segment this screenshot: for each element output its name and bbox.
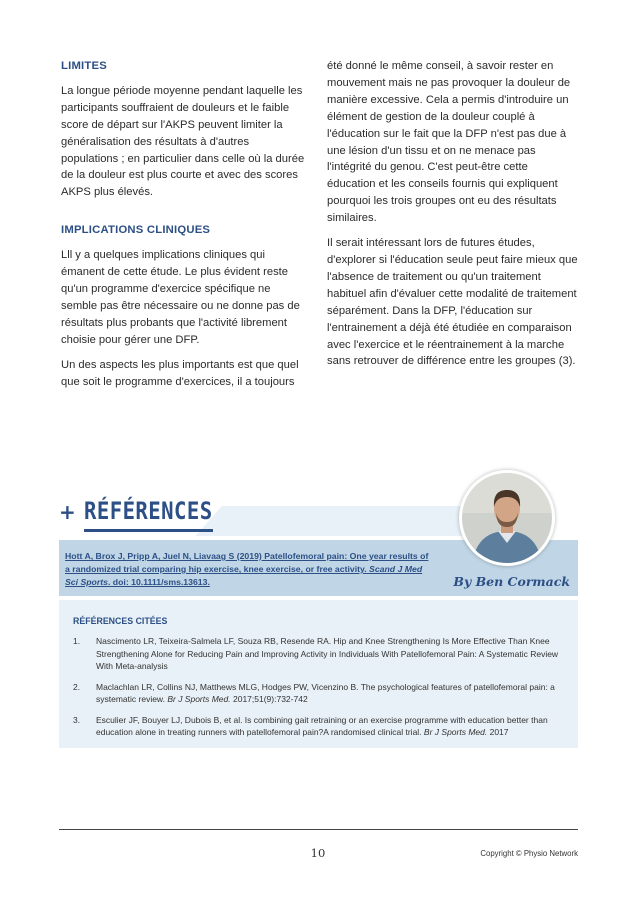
cited-authors-title: Nascimento LR, Teixeira-Salmela LF, Souza RB, Resende RA. Hip and Knee Strengthening Is More Effective Than Knee Strengthening Alone for Reducing Pain and Improving Activity in Individuals With Patellofemoral Pain: A Systematic Review With Meta-analysis <box>96 636 559 671</box>
cited-journal: Br J Sports Med. <box>423 727 488 737</box>
cited-text <box>96 681 564 706</box>
cited-references-list <box>73 635 564 739</box>
cited-journal: Br J Sports Med. <box>167 694 231 704</box>
author-photo-icon <box>462 473 552 563</box>
cited-volume: 2017 <box>487 727 509 737</box>
cited-text <box>96 714 564 739</box>
limits-heading: LIMITES <box>61 60 107 72</box>
cited-authors-title: Maclachlan LR, Collins NJ, Matthews MLG, Hodges PW, Vicenzino B. The psychological features of patellofemoral pain: a systematic review. <box>96 681 555 704</box>
implications-heading: IMPLICATIONS CLINIQUES <box>61 224 211 237</box>
right-paragraph-2: Il serait intéressant lors de futures études, d'explorer si l'éducation seule peut faire mieux que l'absence de traitement ou qu'un traitement habituel afin d'évaluer cette modalité de traitement séparément. Dans la DFP, l'éducation sur l'entrainement a déjà été étudiée en comparaison avec l'exercice et le réentrainement à la marche sans retrouver de différence entre les groupes (3). <box>327 237 578 368</box>
references-section <box>59 488 578 748</box>
cited-number: 1. <box>73 636 81 646</box>
cited-authors-title: Esculier JF, Bouyer LJ, Dubois B, et al. Is combining gait retraining or an exercise programme with education better than education alone in treating runners with patellofemoral pain?A randomised clinical trial. <box>96 714 548 737</box>
author-avatar <box>459 470 555 566</box>
main-reference-text: Hott A, Brox J, Pripp A, Juel N, Liavaag S (2019) Patellofemoral pain: One year results of a randomized trial comparing hip exercise, knee exercise, or free activity. <box>65 551 429 574</box>
cited-number: 3. <box>73 714 81 725</box>
cited-volume: 2017;51(9):732-742 <box>230 694 308 704</box>
cited-references-box <box>59 600 578 748</box>
plus-icon: + <box>59 500 76 524</box>
implications-paragraph-2: Un des aspects les plus importants est que quel que soit le programme d'exercices, il a toujours <box>61 358 299 388</box>
main-reference-doi: . doi: 10.1111/sms.13613. <box>107 577 210 587</box>
main-reference-link[interactable] <box>65 550 435 589</box>
footer-divider <box>59 829 578 830</box>
references-title: RÉFÉRENCES <box>84 494 213 532</box>
cited-reference-2 <box>73 681 564 706</box>
right-column <box>327 58 579 378</box>
cited-references-title: RÉFÉRENCES CITÉES <box>73 616 168 626</box>
cited-reference-1 <box>73 635 564 673</box>
cited-text <box>96 635 564 673</box>
cited-number: 2. <box>73 681 81 692</box>
author-byline: By Ben Cormack <box>453 574 570 589</box>
limits-paragraph: La longue période moyenne pendant laquelle les participants souffraient de douleurs et le faible score de départ sur l'AKPS peuvent limiter la généralisation des résultats à d'autres populations ; en particulier dans celle où la durée de la douleur est plus courte et avec des scores AKPS plus élevés. <box>61 84 305 199</box>
copyright-text: Copyright © Physio Network <box>480 849 578 858</box>
main-reference-journal: Scand J Med Sci Sports <box>65 564 423 587</box>
references-title-wrap <box>59 488 233 530</box>
left-column <box>61 58 309 398</box>
cited-reference-3 <box>73 714 564 739</box>
page-number: 10 <box>310 846 326 860</box>
right-paragraph-1: été donné le même conseil, à savoir rester en mouvement mais ne pas provoquer la douleur de manière excessive. Cela a permis d'introduire un élément de gestion de la douleur couplé à l'éducation sur le fait que la DFP n'est pas due à une lésion d'un tissu et on ne menace pas l'intégrité du genou. C'est peut-être cette éducation et les conseils fournis qui expliquent pourquoi les trois groupes ont eu des résultats similaires. <box>327 60 571 225</box>
implications-paragraph-1: Lll y a quelques implications cliniques qui émanent de cette étude. Le plus évident reste qu'un programme d'exercice spécifique ne semble pas être nécessaire ou ne donne pas de résultats plus probants que l'activité librement choisie pour gérer une DFP. <box>61 249 300 346</box>
